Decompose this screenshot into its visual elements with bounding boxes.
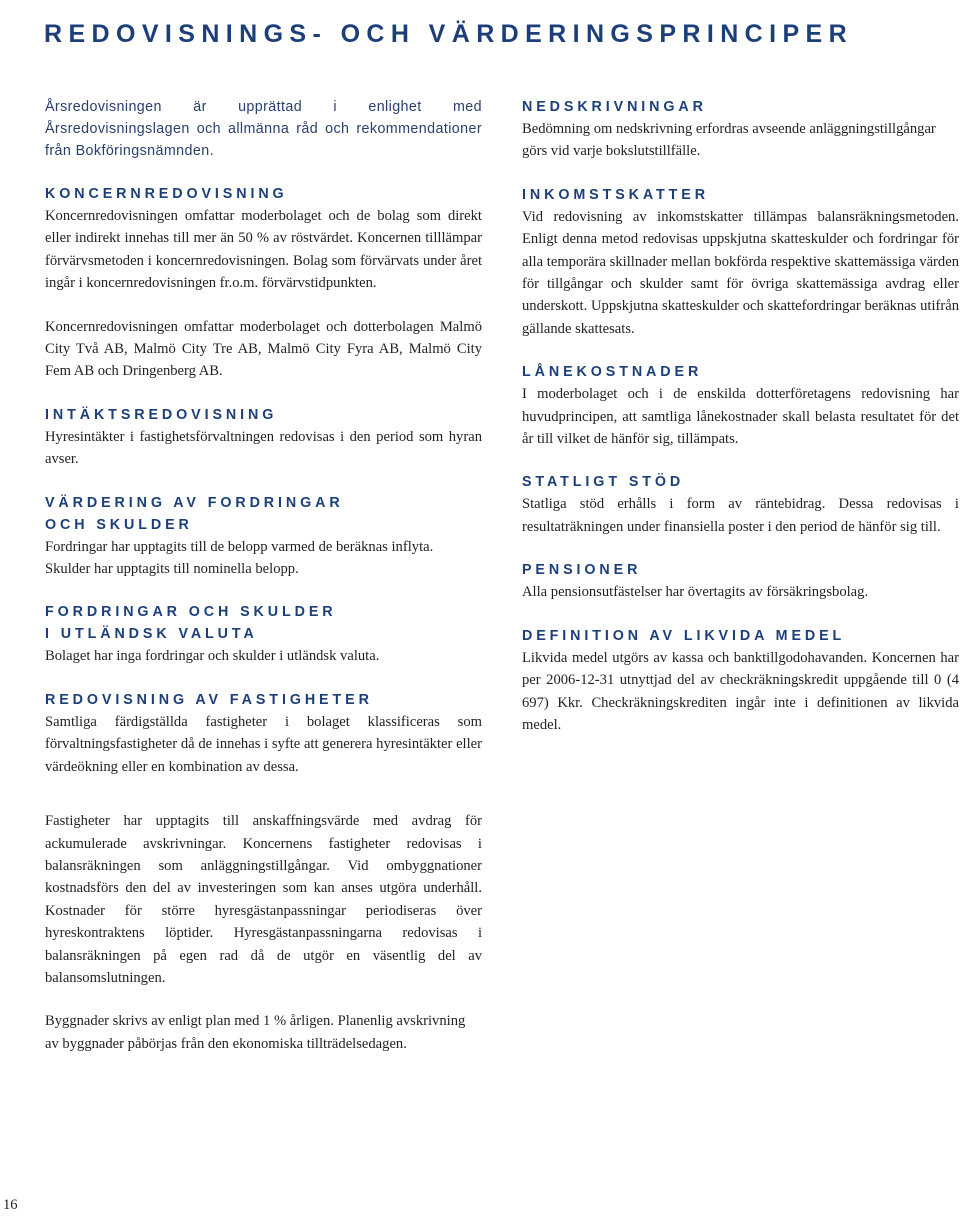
section-likvida-medel: [522, 625, 959, 737]
section-heading: REDOVISNING AV FASTIGHETER: [45, 691, 373, 708]
section-heading: INTÄKTSREDOVISNING: [45, 406, 278, 423]
body-paragraph: Bedömning om nedskrivning erfordras avseende anläggningstillgångar görs vid varje bokslutstillfälle.: [522, 121, 936, 160]
section-heading: NEDSKRIVNINGAR: [522, 99, 707, 115]
section-koncernredovisning: [45, 183, 482, 383]
section-utlandsk-valuta: [45, 601, 482, 667]
section-heading: VÄRDERING AV FORDRINGAR OCH SKULDER: [45, 494, 344, 533]
section-heading: PENSIONER: [522, 562, 642, 579]
section-heading: STATLIGT STÖD: [522, 474, 685, 491]
intro-paragraph: Årsredovisningen är upprättad i enlighet med Årsredovisningslagen och allmänna råd och rekommendationer från Bokföringsnämnden.: [45, 99, 482, 159]
body-paragraph: Hyresintäkter i fastighetsförvaltningen redovisas i den period som hyran avser.: [45, 428, 482, 468]
section-nedskrivningar: [522, 96, 959, 163]
section-heading: FORDRINGAR OCH SKULDER I UTLÄNDSK VALUTA: [45, 604, 337, 643]
section-intaktsredovisning: [45, 404, 482, 471]
body-paragraph: Alla pensionsutfästelser har övertagits av försäkringsbolag.: [522, 584, 869, 601]
right-column: [522, 96, 959, 757]
body-paragraph: Statliga stöd erhålls i form av räntebidrag. Dessa redovisas i resultaträkningen under finansiella poster i den period de hänför sig till.: [522, 496, 959, 535]
section-fastigheter: [45, 689, 482, 1055]
body-paragraph: I moderbolaget och i de enskilda dotterföretagens redovisning har huvudprincipen, att samtliga lånekostnader skall belasta resultatet för det år till vilket de hänför sig, tillämpats.: [522, 386, 959, 448]
section-vardering: [45, 492, 482, 581]
body-paragraph: Likvida medel utgörs av kassa och banktillgodohavanden. Koncernen har per 2006-12-31 utnyttjad del av checkräkningskredit uppgående till 0 (4 697) Kkr. Checkräkningskrediten ingår inte i definitionen av likvida medel.: [522, 649, 959, 733]
body-paragraph: Fastigheter har upptagits till anskaffningsvärde med avdrag för ackumulerade avskrivningar. Koncernens fastigheter redovisas i balansräkningen som anläggningstillgångar. Vid ombyggnationer kostnadsförs den del av investeringen som kan anses utgöra underhåll. Kostnader för större hyresgästanpassningar periodiseras över hyreskontraktens löptider. Hyresgästanpassningarna redovisas i balansräkningen på egen rad då de utgör en väsentlig del av balansomslutningen.: [45, 813, 482, 986]
section-statligt-stod: [522, 471, 959, 538]
section-inkomstskatter: [522, 184, 959, 340]
section-pensioner: [522, 559, 959, 603]
page-number: 16: [3, 1197, 18, 1213]
section-heading: INKOMSTSKATTER: [522, 186, 709, 203]
body-paragraph: Byggnader skrivs av enligt plan med 1 % årligen. Planenlig avskrivning av byggnader påbörjas från den ekonomiska tillträdelsedagen.: [45, 1013, 466, 1052]
body-paragraph: Vid redovisning av inkomstskatter tillämpas balansräkningsmetoden. Enligt denna metod redovisas uppskjutna skatteskulder och fordringar för alla temporära skillnader mellan bokförda respektive skattemässiga värden för tillgångar och skulder samt för övriga skattemässiga avdrag eller underskott. Uppskjutna skatteskulder och skattefordringar beräknas utifrån gällande skattesats.: [522, 208, 959, 337]
body-paragraph: Samtliga färdigställda fastigheter i bolaget klassificeras som förvaltningsfastigheter då de innehas i syfte att generera hyresintäkter eller värdeökning eller en kombination av dessa.: [45, 713, 482, 775]
body-paragraph: Koncernredovisningen omfattar moderbolaget och de bolag som direkt eller indirekt innehas till mer än 50 % av röstvärdet. Koncernen tilllämpar förvärvsmetoden i koncernredovisningen. Bolag som förvärvats under året ingår i koncernredovisningen fr.o.m. förvärvstidpunkten.: [45, 208, 482, 292]
section-heading: DEFINITION AV LIKVIDA MEDEL: [522, 627, 846, 644]
page-title: REDOVISNINGS- OCH VÄRDERINGSPRINCIPER: [44, 19, 854, 48]
section-heading: LÅNEKOSTNADER: [522, 364, 703, 381]
left-column: [45, 96, 482, 1076]
body-paragraph: Fordringar har upptagits till de belopp varmed de beräknas inflyta. Skulder har upptagits till nominella belopp.: [45, 538, 434, 578]
section-heading: KONCERNREDOVISNING: [45, 186, 288, 202]
body-paragraph: Koncernredovisningen omfattar moderbolaget och dotterbolagen Malmö City Två AB, Malmö City Tre AB, Malmö City Fyra AB, Malmö City Fem AB och Dringenberg AB.: [45, 318, 482, 380]
section-lanekostnader: [522, 361, 959, 450]
body-paragraph: Bolaget har inga fordringar och skulder i utländsk valuta.: [45, 648, 380, 665]
